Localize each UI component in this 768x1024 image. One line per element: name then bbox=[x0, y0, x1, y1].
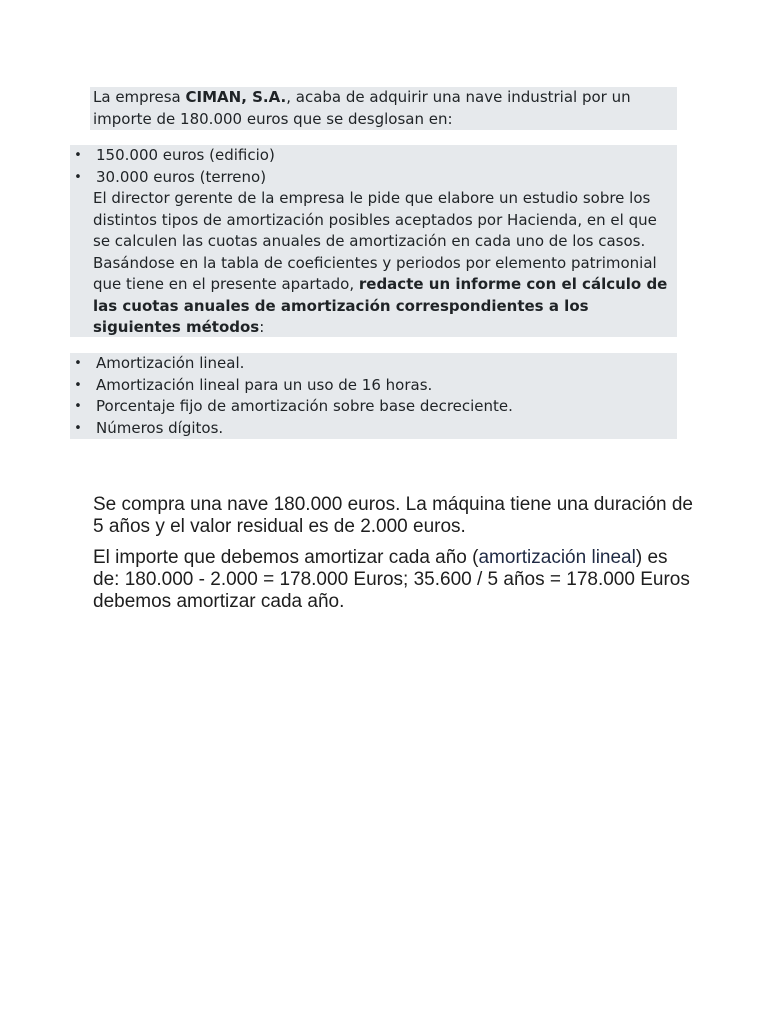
breakdown-item-building: 150.000 euros (edificio) bbox=[96, 146, 275, 164]
bullet-icon: • bbox=[74, 420, 82, 436]
methods-list bbox=[70, 353, 677, 439]
list-item bbox=[70, 375, 677, 397]
linear-amortization-term: amortización lineal bbox=[478, 547, 636, 568]
task-end: : bbox=[259, 318, 265, 336]
intro-prefix: La empresa bbox=[93, 88, 186, 106]
method-sum-of-digits: Números dígitos. bbox=[96, 418, 224, 437]
methods-block bbox=[70, 353, 677, 439]
task-paragraph bbox=[70, 188, 677, 339]
method-linear: Amortización lineal. bbox=[96, 354, 245, 372]
list-item bbox=[70, 418, 677, 440]
bullet-icon: • bbox=[74, 356, 82, 371]
answer-p2-suffix: ) es de: 180.000 - 2.000 = 178.000 Euros; 35.600 / 5 años = 178.000 Euros debemos amortizar cada año. bbox=[93, 547, 690, 612]
breakdown-and-task-block bbox=[70, 145, 677, 337]
bullet-icon: • bbox=[74, 148, 82, 163]
answer-section bbox=[93, 494, 693, 622]
intro-paragraph bbox=[90, 87, 677, 130]
answer-paragraph-1: Se compra una nave 180.000 euros. La máquina tiene una duración de 5 años y el valor residual es de 2.000 euros. bbox=[93, 494, 693, 537]
list-item bbox=[70, 167, 677, 189]
answer-p2-prefix: El importe que debemos amortizar cada año ( bbox=[93, 547, 479, 568]
method-linear-16h: Amortización lineal para un uso de 16 horas. bbox=[96, 375, 433, 394]
list-item bbox=[70, 353, 677, 375]
method-declining-balance: Porcentaje fijo de amortización sobre base decreciente. bbox=[96, 397, 513, 415]
breakdown-item-land: 30.000 euros (terreno) bbox=[96, 167, 267, 186]
task-bold-text: redacte un informe con el cálculo de las cuotas anuales de amortización correspondientes a los siguientes métodos bbox=[93, 275, 668, 336]
bullet-icon: • bbox=[74, 169, 82, 185]
bullet-icon: • bbox=[74, 377, 82, 393]
answer-paragraph-2 bbox=[93, 547, 693, 613]
breakdown-list bbox=[70, 145, 677, 188]
intro-suffix: , acaba de adquirir una nave industrial por un importe de 180.000 euros que se desglosan en: bbox=[93, 88, 631, 128]
list-item bbox=[70, 145, 677, 167]
task-text: El director gerente de la empresa le pide que elabore un estudio sobre los distintos tipos de amortización posibles aceptados por Hacienda, en el que se calculen las cuotas anuales de amortización en cada uno de los casos. Basándose en la tabla de coeficientes y periodos por elemento patrimonial que tiene en el presente apartado, bbox=[93, 189, 657, 293]
list-item bbox=[70, 396, 677, 418]
bullet-icon: • bbox=[74, 399, 82, 414]
company-name: CIMAN, S.A. bbox=[185, 88, 287, 106]
